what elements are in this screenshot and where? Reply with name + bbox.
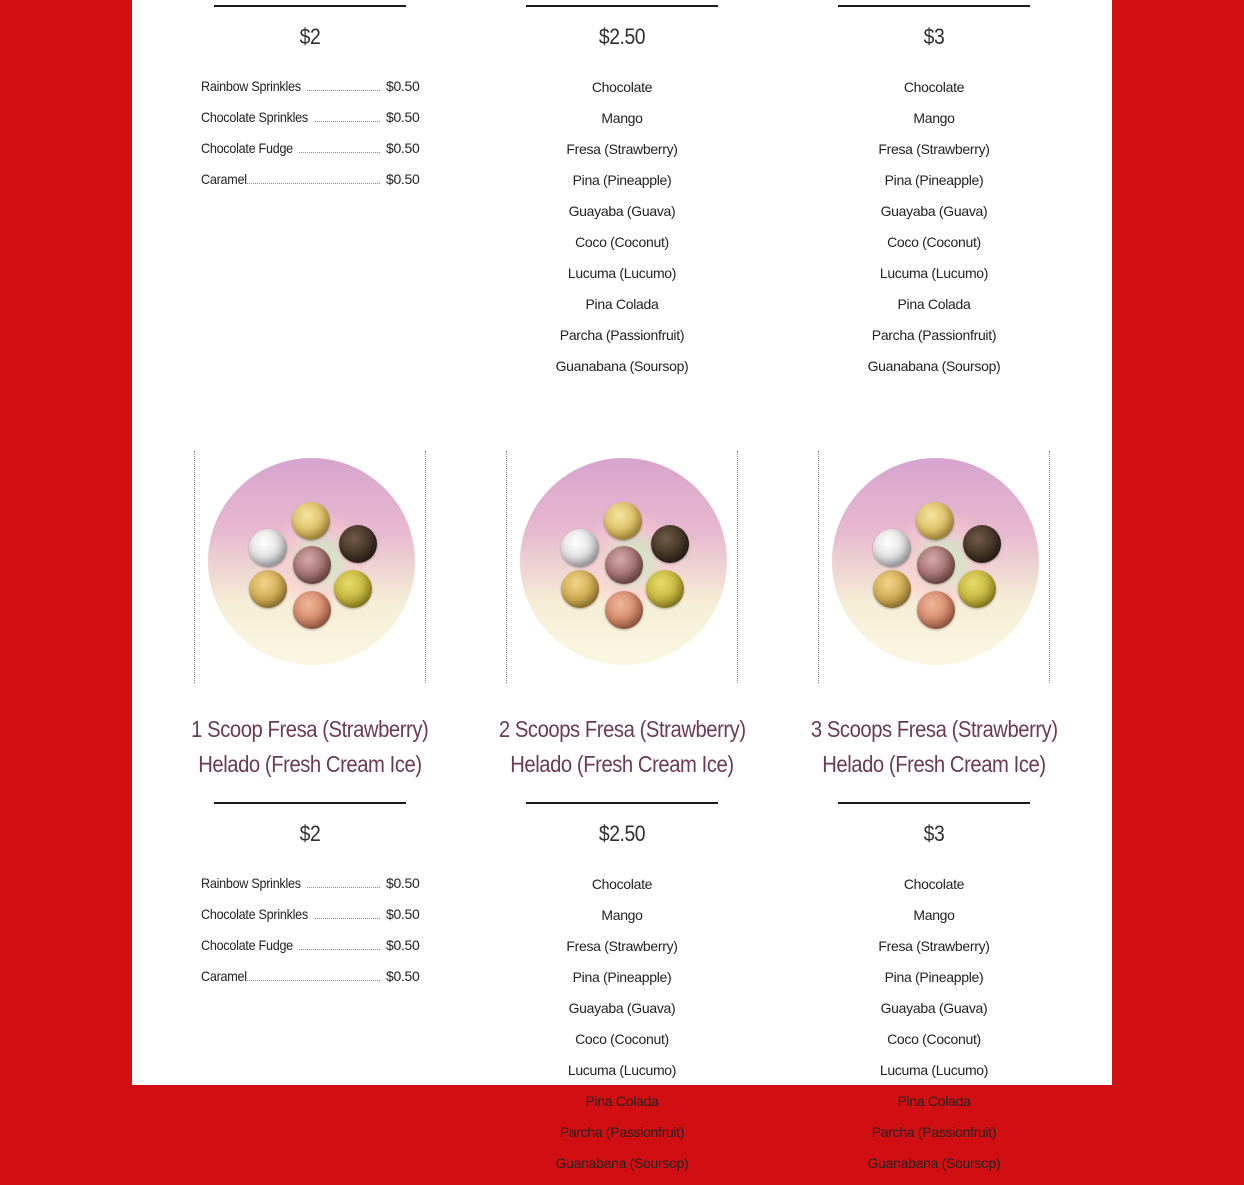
flavor-item: Parcha (Passionfruit) bbox=[871, 1124, 997, 1140]
dotted-leader bbox=[307, 78, 380, 91]
topping-name: Rainbow Sprinkles bbox=[200, 78, 301, 94]
topping-row bbox=[201, 875, 420, 906]
bottom-flavors-column-2 bbox=[466, 802, 778, 1185]
topping-name: Chocolate Sprinkles bbox=[200, 109, 308, 125]
flavor-item: Pina (Pineapple) bbox=[884, 969, 984, 985]
flavors-list bbox=[778, 875, 1090, 1185]
product-title-line: 3 Scoops Fresa (Strawberry) bbox=[810, 716, 1058, 742]
ice-cream-scoop bbox=[339, 525, 377, 563]
divider bbox=[526, 802, 718, 804]
flavor-item: Pina (Pineapple) bbox=[884, 172, 984, 188]
divider bbox=[214, 802, 406, 804]
product-title-line: Helado (Fresh Cream Ice) bbox=[198, 751, 422, 777]
ice-cream-scoop bbox=[963, 525, 1001, 563]
price: $3 bbox=[923, 24, 945, 49]
flavor-item: Coco (Coconut) bbox=[887, 1031, 981, 1047]
flavor-item: Guayaba (Guava) bbox=[568, 203, 676, 219]
toppings-list bbox=[201, 78, 420, 202]
flavor-item: Lucuma (Lucumo) bbox=[567, 1062, 677, 1078]
topping-row bbox=[201, 171, 420, 202]
ice-cream-scoop bbox=[293, 591, 331, 629]
ice-cream-scoop bbox=[293, 546, 331, 584]
ice-cream-scoop bbox=[561, 529, 599, 567]
flavor-item: Guayaba (Guava) bbox=[568, 1000, 676, 1016]
flavor-item: Mango bbox=[601, 907, 643, 923]
flavor-item: Lucuma (Lucumo) bbox=[879, 265, 989, 281]
dotted-leader bbox=[299, 937, 380, 950]
ice-cream-scoop bbox=[873, 529, 911, 567]
flavor-item: Parcha (Passionfruit) bbox=[871, 327, 997, 343]
ice-cream-scoop bbox=[292, 502, 330, 540]
product-image-3[interactable] bbox=[818, 451, 1050, 683]
bottom-flavors-column-3 bbox=[778, 802, 1090, 1185]
ice-cream-scoop bbox=[605, 591, 643, 629]
flavor-item: Fresa (Strawberry) bbox=[878, 938, 990, 954]
top-flavors-column-2 bbox=[466, 5, 778, 388]
topping-price: $0.50 bbox=[385, 937, 420, 953]
flavor-item: Fresa (Strawberry) bbox=[566, 938, 678, 954]
flavor-item: Chocolate bbox=[591, 79, 653, 95]
flavor-item: Fresa (Strawberry) bbox=[878, 141, 990, 157]
flavor-item: Coco (Coconut) bbox=[575, 1031, 669, 1047]
flavor-item: Guanabana (Soursop) bbox=[867, 1155, 1001, 1171]
flavor-item: Chocolate bbox=[903, 79, 965, 95]
topping-price: $0.50 bbox=[385, 968, 420, 984]
toppings-list bbox=[201, 875, 420, 999]
ice-cream-scoops-image bbox=[208, 458, 415, 665]
topping-row bbox=[201, 937, 420, 968]
product-image-2[interactable] bbox=[506, 451, 738, 683]
topping-price: $0.50 bbox=[385, 140, 420, 156]
topping-row bbox=[201, 140, 420, 171]
topping-row bbox=[201, 78, 420, 109]
product-title-line: Helado (Fresh Cream Ice) bbox=[822, 751, 1046, 777]
ice-cream-scoop bbox=[917, 591, 955, 629]
topping-name: Caramel bbox=[200, 171, 247, 187]
flavor-item: Mango bbox=[913, 110, 955, 126]
divider bbox=[526, 5, 718, 7]
ice-cream-scoops-image bbox=[832, 458, 1039, 665]
ice-cream-scoop bbox=[561, 570, 599, 608]
flavor-item: Parcha (Passionfruit) bbox=[559, 327, 685, 343]
product-title-3[interactable] bbox=[778, 712, 1090, 782]
flavor-item: Pina Colada bbox=[585, 1093, 659, 1109]
topping-row bbox=[201, 906, 420, 937]
ice-cream-scoop bbox=[604, 502, 642, 540]
flavors-list bbox=[778, 78, 1090, 388]
product-image-1[interactable] bbox=[194, 451, 426, 683]
ice-cream-scoop bbox=[873, 570, 911, 608]
flavor-item: Pina Colada bbox=[897, 1093, 971, 1109]
topping-row bbox=[201, 109, 420, 140]
flavor-item: Lucuma (Lucumo) bbox=[567, 265, 677, 281]
price: $2.50 bbox=[598, 24, 646, 49]
flavor-item: Lucuma (Lucumo) bbox=[879, 1062, 989, 1078]
price: $3 bbox=[923, 821, 945, 846]
ice-cream-scoop bbox=[249, 529, 287, 567]
dotted-leader bbox=[299, 140, 380, 153]
flavor-item: Mango bbox=[601, 110, 643, 126]
ice-cream-scoop bbox=[249, 570, 287, 608]
flavor-item: Guanabana (Soursop) bbox=[555, 358, 689, 374]
flavor-item: Mango bbox=[913, 907, 955, 923]
topping-name: Caramel bbox=[200, 968, 247, 984]
menu-panel bbox=[132, 0, 1112, 1171]
flavor-item: Guayaba (Guava) bbox=[880, 203, 988, 219]
divider bbox=[214, 5, 406, 7]
flavor-item: Fresa (Strawberry) bbox=[566, 141, 678, 157]
flavor-item: Coco (Coconut) bbox=[575, 234, 669, 250]
dotted-leader bbox=[315, 906, 380, 919]
flavor-item: Guayaba (Guava) bbox=[880, 1000, 988, 1016]
top-flavors-column-3 bbox=[778, 5, 1090, 388]
topping-price: $0.50 bbox=[385, 171, 420, 187]
product-title-line: 2 Scoops Fresa (Strawberry) bbox=[498, 716, 746, 742]
flavor-item: Chocolate bbox=[903, 876, 965, 892]
flavor-item: Pina (Pineapple) bbox=[572, 969, 672, 985]
flavor-item: Pina Colada bbox=[585, 296, 659, 312]
flavor-item: Pina (Pineapple) bbox=[572, 172, 672, 188]
dotted-leader bbox=[307, 875, 380, 888]
ice-cream-scoop bbox=[646, 570, 684, 608]
topping-name: Chocolate Sprinkles bbox=[200, 906, 308, 922]
flavor-item: Coco (Coconut) bbox=[887, 234, 981, 250]
flavors-list bbox=[466, 875, 778, 1185]
ice-cream-scoop bbox=[605, 546, 643, 584]
flavor-item: Guanabana (Soursop) bbox=[867, 358, 1001, 374]
topping-name: Chocolate Fudge bbox=[200, 937, 293, 953]
ice-cream-scoops-image bbox=[520, 458, 727, 665]
product-title-line: Helado (Fresh Cream Ice) bbox=[510, 751, 734, 777]
product-title-2[interactable] bbox=[466, 712, 778, 782]
price: $2 bbox=[299, 821, 321, 846]
ice-cream-scoop bbox=[334, 570, 372, 608]
top-toppings-column bbox=[154, 5, 466, 202]
topping-price: $0.50 bbox=[385, 875, 420, 891]
dotted-leader bbox=[247, 171, 380, 184]
ice-cream-scoop bbox=[958, 570, 996, 608]
bottom-toppings-column bbox=[154, 802, 466, 999]
divider bbox=[838, 5, 1030, 7]
ice-cream-scoop bbox=[916, 502, 954, 540]
flavors-list bbox=[466, 78, 778, 388]
flavor-item: Chocolate bbox=[591, 876, 653, 892]
flavor-item: Guanabana (Soursop) bbox=[555, 1155, 689, 1171]
dotted-leader bbox=[247, 968, 380, 981]
topping-price: $0.50 bbox=[385, 78, 420, 94]
topping-row bbox=[201, 968, 420, 999]
price: $2 bbox=[299, 24, 321, 49]
ice-cream-scoop bbox=[651, 525, 689, 563]
topping-price: $0.50 bbox=[385, 906, 420, 922]
flavor-item: Parcha (Passionfruit) bbox=[559, 1124, 685, 1140]
product-title-line: 1 Scoop Fresa (Strawberry) bbox=[191, 716, 429, 742]
topping-price: $0.50 bbox=[385, 109, 420, 125]
dotted-leader bbox=[315, 109, 380, 122]
topping-name: Chocolate Fudge bbox=[200, 140, 293, 156]
price: $2.50 bbox=[598, 821, 646, 846]
topping-name: Rainbow Sprinkles bbox=[200, 875, 301, 891]
flavor-item: Pina Colada bbox=[897, 296, 971, 312]
ice-cream-scoop bbox=[917, 546, 955, 584]
divider bbox=[838, 802, 1030, 804]
product-title-1[interactable] bbox=[154, 712, 466, 782]
